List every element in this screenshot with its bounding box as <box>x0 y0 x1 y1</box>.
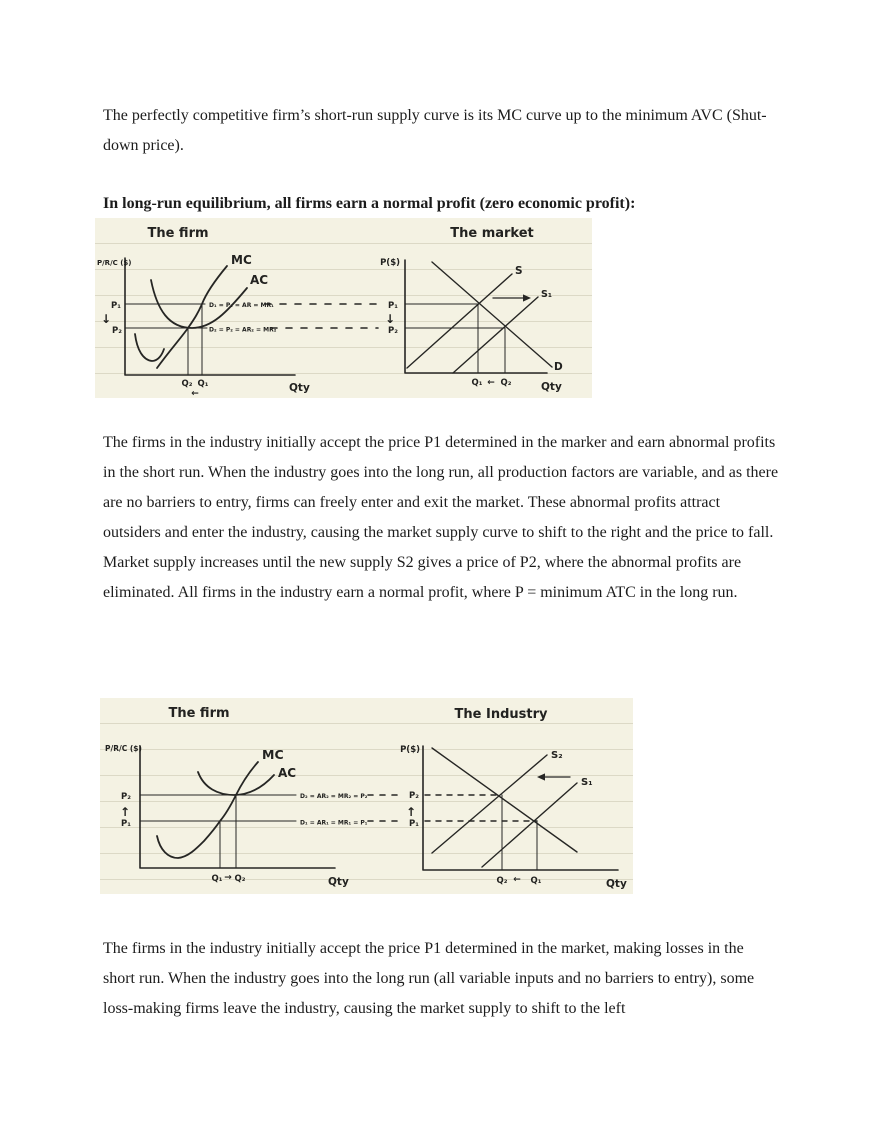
section-heading: In long-run equilibrium, all firms earn a normal profit (zero economic profit): <box>103 195 636 212</box>
firm-d1-equation: D₁ = AR₁ = MR₁ = P₁ <box>300 819 368 827</box>
firm-q2-label: Q₂ <box>234 874 246 884</box>
industry-q2-label: Q₂ <box>496 876 508 886</box>
firm-price-rise-arrow: ↑ <box>120 805 131 819</box>
market-supply-curve <box>407 274 512 368</box>
firm-y-axis-label: P/R/C ($) <box>97 259 132 267</box>
industry-title: The Industry <box>454 707 548 722</box>
firm-p1-label: P₁ <box>111 301 121 311</box>
industry-q1-label: Q₁ <box>530 876 542 886</box>
supply-shift-right-arrowhead <box>523 294 531 301</box>
demand-label: D <box>554 361 563 373</box>
supply-shift-left-arrowhead <box>537 773 545 780</box>
mc-curve <box>157 762 258 858</box>
supply-label: S <box>515 265 523 277</box>
market-demand-curve <box>432 262 552 367</box>
mc-label: MC <box>231 253 252 267</box>
market-x-axis-label: Qty <box>541 381 562 393</box>
supply1-label: S₁ <box>541 289 553 300</box>
firm-quantity-lines <box>188 304 202 375</box>
firm-d2-equation: D₂ = AR₂ = MR₂ = P₂ <box>300 793 368 800</box>
firm-y-axis-label: P/R/C ($) <box>105 744 142 753</box>
market-p2-label: P₂ <box>388 326 398 336</box>
loss-explanation-paragraph: The firms in the industry initially accept the price P1 determined in the market, making losses in the short run. When the industry goes into the long run (all variable inputs and no barriers to entry), some loss-making firms leave the industry, causing the market supply to shift to the left <box>103 940 755 1017</box>
mc-label: MC <box>262 747 284 762</box>
ac-curve <box>198 772 274 795</box>
market-supply1-curve <box>453 297 538 373</box>
industry-price-rise-arrow: ↑ <box>406 805 417 819</box>
market-q1-label: Q₁ <box>471 378 483 388</box>
firm-axes <box>140 746 335 868</box>
market-q2-label: Q₂ <box>500 378 512 388</box>
firm-q1-label: Q₁ <box>197 379 209 389</box>
market-p1-label: P₁ <box>388 301 398 311</box>
firm-title: The firm <box>147 226 209 241</box>
industry-quantity-shift-arrow: ← <box>513 875 521 885</box>
industry-x-axis-label: Qty <box>606 878 627 890</box>
industry-axes <box>423 746 618 870</box>
market-y-axis-label: P($) <box>380 258 400 268</box>
firm-d2-equation: D₂ = P₂ = AR₂ = MR₂ <box>209 326 277 334</box>
avc-curve <box>135 334 164 361</box>
industry-supply2-curve <box>432 755 547 853</box>
intro-paragraph: The perfectly competitive firm’s short-run supply curve is its MC curve up to the minimum AVC (Shut-down price). <box>103 107 767 154</box>
firm-p2-label: P₂ <box>112 326 122 336</box>
industry-p1-label: P₁ <box>409 819 419 829</box>
firm-title: The firm <box>168 706 230 721</box>
firm-axes <box>125 258 295 375</box>
diagram-long-run-loss <box>100 698 633 894</box>
firm-quantity-lines <box>220 795 236 868</box>
industry-demand-curve <box>432 748 577 852</box>
industry-p2-label: P₂ <box>409 791 419 801</box>
firm-quantity-shift-arrow: → <box>224 873 232 883</box>
diagram-profit-svg <box>95 218 592 398</box>
firm-q1-label: Q₁ <box>211 874 223 884</box>
supply1-label: S₁ <box>581 777 593 788</box>
industry-y-axis-label: P($) <box>400 745 420 755</box>
industry-quantity-lines <box>502 795 537 870</box>
firm-p2-label: P₂ <box>121 792 131 802</box>
profit-explanation-paragraph: The firms in the industry initially accept the price P1 determined in the marker and earn abnormal profits in the short run. When the industry goes into the long run, all production factors are variable, and as there are no barriers to entry, firms can freely enter and exit the market. These abnormal profits attract outsiders and enter the industry, causing the market supply curve to shift to the right and the price to fall. Market supply increases until the new supply S2 gives a price of P2, where the abnormal profits are eliminated. All firms in the industry earn a normal profit, where P = minimum ATC in the long run. <box>103 434 779 601</box>
firm-q2-label: Q₂ <box>181 379 193 389</box>
firm-price-fall-arrow: ↓ <box>101 312 112 326</box>
firm-x-axis-label: Qty <box>328 876 349 888</box>
diagram-long-run-profit <box>95 218 592 398</box>
firm-quantity-shift-arrow: ← <box>191 389 199 398</box>
diagram-loss-svg <box>100 698 633 894</box>
market-price-fall-arrow: ↓ <box>385 312 396 326</box>
firm-x-axis-label: Qty <box>289 382 310 394</box>
firm-p1-label: P₁ <box>121 819 131 829</box>
ac-label: AC <box>278 766 297 780</box>
ac-label: AC <box>250 273 269 287</box>
supply2-label: S₂ <box>551 750 563 761</box>
market-title: The market <box>450 226 534 241</box>
firm-d1-equation: D₁ = P₁ = AR = MR₁ <box>209 302 274 309</box>
market-axes <box>405 260 547 373</box>
market-quantity-shift-arrow: ← <box>487 378 495 388</box>
